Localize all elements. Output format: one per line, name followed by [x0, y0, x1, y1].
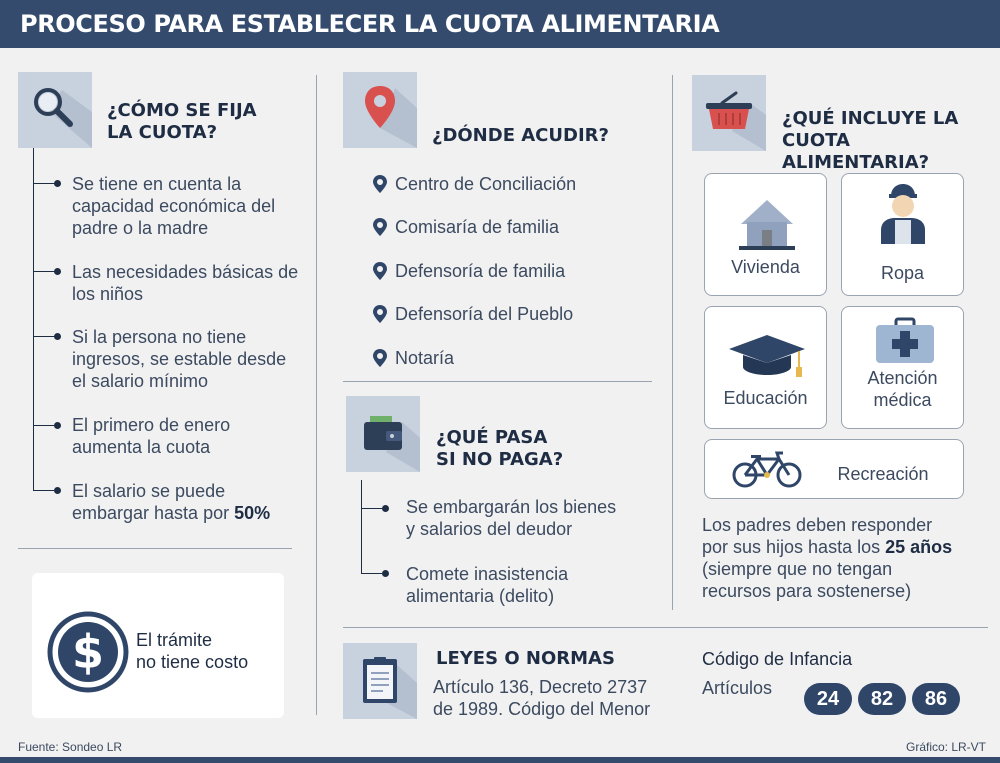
- divider-left: [18, 548, 292, 549]
- list-item: Centro de Conciliación: [395, 174, 577, 194]
- age-highlight: 25 años: [885, 537, 953, 557]
- edad-note: Los padres deben responder por sus hijos hasta los 25 años (siempre que no tengan recursos para sostenerse): [702, 515, 953, 601]
- tramite-text: El trámite no tiene costo: [136, 630, 249, 672]
- list-item: Las necesidades básicas de los niños: [72, 262, 299, 304]
- pasa-title: ¿QUÉ PASA SI NO PAGA?: [436, 427, 564, 470]
- article-badge: 24: [804, 683, 852, 715]
- recreacion-label: Recreación: [837, 464, 929, 484]
- location-marker-icon: [373, 305, 387, 323]
- page-title: PROCESO PARA ESTABLECER LA CUOTA ALIMENTARIA: [20, 10, 720, 38]
- document-icon-box: [343, 643, 417, 719]
- atencion-label: Atención médica: [867, 368, 938, 410]
- person-clothes-icon: [873, 182, 933, 244]
- dollar-icon: [46, 610, 130, 694]
- list-item: El primero de enero aumenta la cuota: [72, 415, 231, 457]
- vivienda-card: [704, 173, 827, 296]
- bicycle-icon: [731, 449, 803, 489]
- ropa-card: [841, 173, 964, 296]
- document-icon: [343, 643, 417, 719]
- article-badge: 86: [912, 683, 960, 715]
- column-divider-right: [672, 75, 673, 610]
- bullet-dot: [382, 505, 389, 512]
- incluye-title: ¿QUÉ INCLUYE LA CUOTA ALIMENTARIA?: [782, 108, 959, 173]
- column-divider-left: [316, 75, 317, 715]
- ropa-label: Ropa: [880, 263, 925, 283]
- list-item: Si la persona no tiene ingresos, se estable desde el salario mínimo: [72, 327, 287, 391]
- pasa-bullet-rail: [361, 480, 362, 574]
- como-bullet-rail: [33, 148, 34, 490]
- divider-middle: [343, 381, 652, 382]
- bullet-dot: [54, 180, 61, 187]
- bullet-dot: [54, 333, 61, 340]
- basket-icon: [692, 75, 766, 151]
- header-bar: [0, 0, 1000, 48]
- location-icon-box: [343, 72, 417, 148]
- footer-bar: [0, 757, 1000, 763]
- list-item: El salario se puede embargar hasta por 50%: [72, 481, 271, 523]
- bullet-dot: [54, 487, 61, 494]
- educacion-label: Educación: [723, 388, 808, 408]
- svg-text:$: $: [71, 625, 105, 679]
- list-item: Defensoría de familia: [395, 261, 566, 281]
- wallet-icon: [346, 396, 420, 472]
- bullet-dot: [54, 268, 61, 275]
- bullet-dot: [382, 570, 389, 577]
- graduation-cap-icon: [727, 331, 807, 381]
- basket-icon-box: [692, 75, 766, 151]
- list-item: Defensoría del Pueblo: [395, 304, 574, 324]
- location-marker-icon: [373, 175, 387, 193]
- list-item: Comete inasistencia alimentaria (delito): [406, 564, 569, 606]
- percentage-highlight: 50%: [234, 503, 271, 523]
- leyes-text: Artículo 136, Decreto 2737 de 1989. Código del Menor: [433, 677, 651, 719]
- codigo-title: Código de Infancia: [702, 649, 853, 669]
- location-marker-icon: [373, 262, 387, 280]
- location-pin-icon: [343, 72, 417, 148]
- list-item: Comisaría de familia: [395, 217, 560, 237]
- location-marker-icon: [373, 349, 387, 367]
- vivienda-label: Vivienda: [731, 257, 800, 277]
- como-title: ¿CÓMO SE FIJA LA CUOTA?: [107, 100, 257, 143]
- educacion-card: [704, 306, 827, 429]
- articulos-label: Artículos: [702, 678, 773, 698]
- recreacion-card: [704, 439, 964, 499]
- location-marker-icon: [373, 218, 387, 236]
- credit-text: Gráfico: LR-VT: [905, 740, 986, 754]
- list-item: Se tiene en cuenta la capacidad económica del padre o la madre: [72, 174, 276, 238]
- leyes-title: LEYES O NORMAS: [436, 648, 615, 669]
- tramite-card: [32, 573, 284, 718]
- divider-bottom: [343, 627, 988, 628]
- search-icon-box: [18, 72, 92, 148]
- atencion-card: [841, 306, 964, 429]
- source-text: Fuente: Sondeo LR: [18, 740, 123, 754]
- list-item: Notaría: [395, 348, 455, 368]
- house-icon: [737, 196, 797, 252]
- medical-kit-icon: [874, 317, 936, 365]
- search-icon: [18, 72, 92, 148]
- bullet-dot: [54, 422, 61, 429]
- wallet-icon-box: [346, 396, 420, 472]
- list-item: Se embargarán los bienes y salarios del deudor: [406, 497, 617, 539]
- donde-title: ¿DÓNDE ACUDIR?: [432, 125, 609, 146]
- article-badge: 82: [858, 683, 906, 715]
